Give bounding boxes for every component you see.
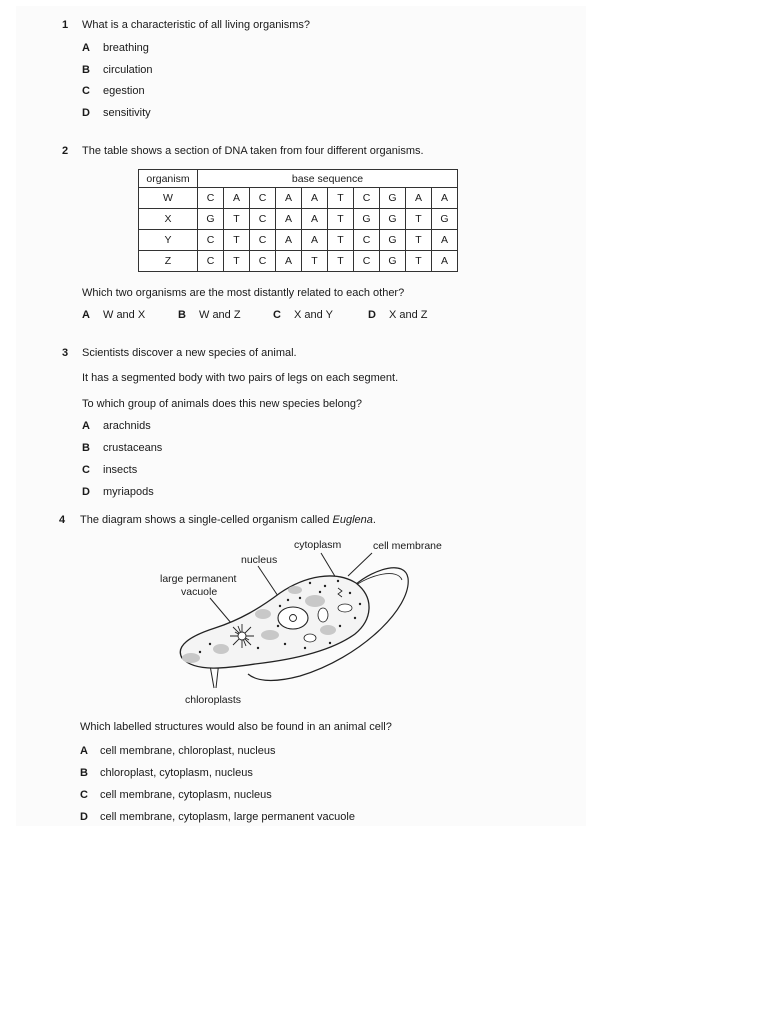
q2-option-b-text[interactable]: W and Z	[199, 309, 241, 321]
base-cell: T	[224, 230, 250, 251]
q1-option-d-text[interactable]: sensitivity	[103, 107, 151, 119]
question-4-stem	[80, 513, 376, 527]
question-2-stem: The table shows a section of DNA taken from four different organisms.	[82, 145, 424, 157]
base-cell: T	[328, 230, 354, 251]
base-cell: T	[224, 209, 250, 230]
question-1-number: 1	[62, 19, 69, 31]
base-cell: C	[250, 230, 276, 251]
q4-option-b-text[interactable]: chloroplast, cytoplasm, nucleus	[100, 767, 253, 779]
q3-option-a-text[interactable]: arachnids	[103, 420, 151, 432]
chloroplast	[213, 644, 229, 654]
q1-option-b-text[interactable]: circulation	[103, 64, 153, 76]
base-cell: A	[406, 188, 432, 209]
q1-option-a-letter: A	[82, 42, 90, 54]
base-cell: C	[250, 251, 276, 272]
exam-page	[16, 6, 586, 826]
q4-option-d-text[interactable]: cell membrane, cytoplasm, large permanent vacuole	[100, 811, 355, 823]
base-cell: T	[302, 251, 328, 272]
organism-cell: Z	[139, 251, 198, 272]
q2-option-b-letter: B	[178, 309, 186, 321]
base-cell: T	[328, 251, 354, 272]
q1-option-a-text[interactable]: breathing	[103, 42, 149, 54]
q3-option-b-text[interactable]: crustaceans	[103, 442, 163, 454]
leader-cytoplasm	[321, 553, 336, 578]
label-cytoplasm: cytoplasm	[294, 539, 342, 551]
q2-option-a-letter: A	[82, 309, 90, 321]
q2-option-a-text[interactable]: W and X	[103, 309, 146, 321]
base-cell: G	[380, 230, 406, 251]
base-cell: C	[354, 188, 380, 209]
label-cell-membrane: cell membrane	[373, 540, 442, 552]
base-cell: T	[406, 230, 432, 251]
base-cell: C	[198, 251, 224, 272]
leader-nucleus	[258, 566, 278, 596]
base-cell: C	[354, 251, 380, 272]
table-row-x	[139, 209, 458, 230]
base-cell: T	[328, 209, 354, 230]
q1-option-c-text[interactable]: egestion	[103, 85, 145, 97]
base-cell: C	[354, 230, 380, 251]
base-cell: G	[380, 251, 406, 272]
question-4-stem-prefix: The diagram shows a single-celled organism called	[80, 514, 333, 526]
q3-option-c-letter: C	[82, 464, 90, 476]
base-cell: G	[380, 188, 406, 209]
table-row-w	[139, 188, 458, 209]
euglena-diagram	[160, 548, 420, 694]
q3-option-a-letter: A	[82, 420, 90, 432]
chloroplast	[182, 653, 200, 663]
chloroplast	[320, 625, 336, 635]
label-vacuole-line-1: large permanent	[160, 573, 237, 585]
base-cell: C	[250, 188, 276, 209]
base-cell: A	[302, 209, 328, 230]
table-row-y	[139, 230, 458, 251]
base-cell: C	[198, 230, 224, 251]
q4-option-a-text[interactable]: cell membrane, chloroplast, nucleus	[100, 745, 276, 757]
q3-option-b-letter: B	[82, 442, 90, 454]
question-2-number: 2	[62, 145, 69, 157]
chloroplast	[288, 586, 302, 594]
q3-option-c-text[interactable]: insects	[103, 464, 138, 476]
dna-sequence-table	[138, 169, 458, 272]
base-cell: G	[380, 209, 406, 230]
base-cell: A	[224, 188, 250, 209]
organism-cell: W	[139, 188, 198, 209]
q4-option-c-letter: C	[80, 789, 88, 801]
base-cell: A	[276, 188, 302, 209]
organism-cell: X	[139, 209, 198, 230]
q3-option-d-text[interactable]: myriapods	[103, 486, 154, 498]
label-vacuole-line-2: vacuole	[181, 586, 218, 598]
label-nucleus: nucleus	[241, 554, 278, 566]
chloroplast	[255, 609, 271, 619]
q4-option-b-letter: B	[80, 767, 88, 779]
base-cell: A	[302, 230, 328, 251]
question-3-stem: Scientists discover a new species of animal.	[82, 347, 297, 359]
base-cell: T	[224, 251, 250, 272]
q2-option-d-letter: D	[368, 309, 376, 321]
chloroplast	[305, 595, 325, 607]
table-header-base-sequence: base sequence	[198, 170, 458, 188]
base-cell: C	[250, 209, 276, 230]
base-cell: C	[198, 188, 224, 209]
q2-option-d-text[interactable]: X and Z	[389, 309, 428, 321]
base-cell: G	[198, 209, 224, 230]
q4-option-a-letter: A	[80, 745, 88, 757]
question-4-stem-suffix: .	[372, 514, 376, 526]
base-cell: T	[406, 209, 432, 230]
question-2-prompt: Which two organisms are the most distantly related to each other?	[82, 287, 405, 299]
base-cell: G	[354, 209, 380, 230]
euglena-name: Euglena	[332, 514, 373, 526]
base-cell: A	[432, 230, 458, 251]
question-4-number: 4	[59, 514, 66, 526]
base-cell: A	[276, 251, 302, 272]
question-1-stem: What is a characteristic of all living organisms?	[82, 19, 311, 31]
question-4-prompt: Which labelled structures would also be found in an animal cell?	[80, 721, 392, 733]
q1-option-b-letter: B	[82, 64, 90, 76]
base-cell: A	[276, 209, 302, 230]
label-chloroplasts: chloroplasts	[185, 694, 242, 706]
q2-option-c-letter: C	[273, 309, 281, 321]
base-cell: A	[276, 230, 302, 251]
question-3-number: 3	[62, 347, 69, 359]
base-cell: T	[406, 251, 432, 272]
q4-option-c-text[interactable]: cell membrane, cytoplasm, nucleus	[100, 789, 272, 801]
chloroplast	[261, 630, 279, 640]
q1-option-c-letter: C	[82, 85, 90, 97]
base-cell: A	[302, 188, 328, 209]
organism-cell: Y	[139, 230, 198, 251]
leader-cell-membrane	[348, 553, 372, 576]
question-3-detail: It has a segmented body with two pairs of legs on each segment.	[82, 372, 399, 384]
base-cell: A	[432, 251, 458, 272]
question-3-prompt: To which group of animals does this new species belong?	[82, 398, 363, 410]
q1-option-d-letter: D	[82, 107, 90, 119]
base-cell: T	[328, 188, 354, 209]
q2-option-c-text[interactable]: X and Y	[294, 309, 333, 321]
q3-option-d-letter: D	[82, 486, 90, 498]
base-cell: A	[432, 188, 458, 209]
base-cell: G	[432, 209, 458, 230]
table-row-z	[139, 251, 458, 272]
q4-option-d-letter: D	[80, 811, 88, 823]
table-header-organism: organism	[139, 170, 198, 188]
